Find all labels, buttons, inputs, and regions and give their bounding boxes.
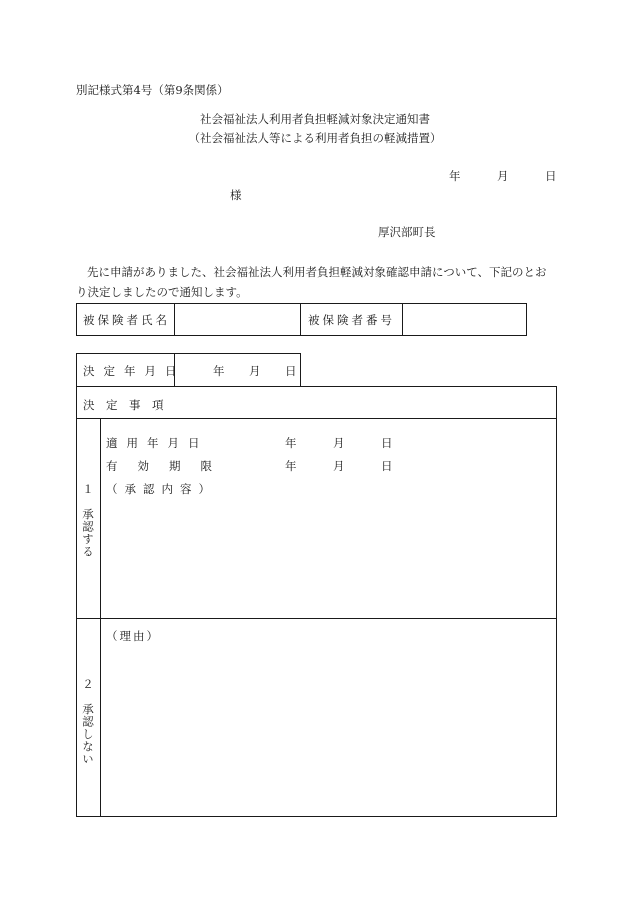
form-number: 別記様式第4号（第9条関係） [76, 83, 229, 97]
insured-number-label: 被保険者番号 [308, 313, 395, 327]
approval-content-label: （承認内容） [106, 482, 217, 496]
decision-day-label: 日 [285, 364, 297, 378]
valid-month-label: 月 [333, 459, 345, 473]
applied-year-label: 年 [285, 436, 297, 450]
addressee-honorific: 様 [230, 188, 242, 202]
decision-year-label: 年 [213, 364, 225, 378]
decision-items-label: 決 定 事 項 [83, 398, 164, 412]
document-title: 社会福祉法人利用者負担軽減対象決定通知書 [200, 112, 430, 126]
document-subtitle: （社会福祉法人等による利用者負担の軽減措置） [188, 131, 442, 145]
decision-month-label: 月 [249, 364, 261, 378]
date-year-label: 年 [449, 169, 461, 183]
date-day-label: 日 [545, 169, 557, 183]
applied-month-label: 月 [333, 436, 345, 450]
approve-side-label: １ 承認する [81, 483, 95, 558]
valid-day-label: 日 [381, 459, 393, 473]
applied-date-label: 適用年月日 [106, 436, 209, 450]
valid-year-label: 年 [285, 459, 297, 473]
applied-day-label: 日 [381, 436, 393, 450]
deny-side-label: ２ 承認しない [81, 678, 95, 766]
notice-body-text: 先に申請がありました、社会福祉法人利用者負担軽減対象確認申請について、下記のとおり決定しましたので通知します。 [76, 265, 547, 299]
deny-reason-label: （理由） [106, 629, 160, 643]
date-month-label: 月 [497, 169, 509, 183]
insured-name-label: 被保険者氏名 [83, 313, 170, 327]
valid-period-label: 有効期限 [106, 459, 232, 473]
issuer-name: 厚沢部町長 [378, 225, 436, 239]
decision-date-label: 決定年月日 [83, 364, 186, 378]
